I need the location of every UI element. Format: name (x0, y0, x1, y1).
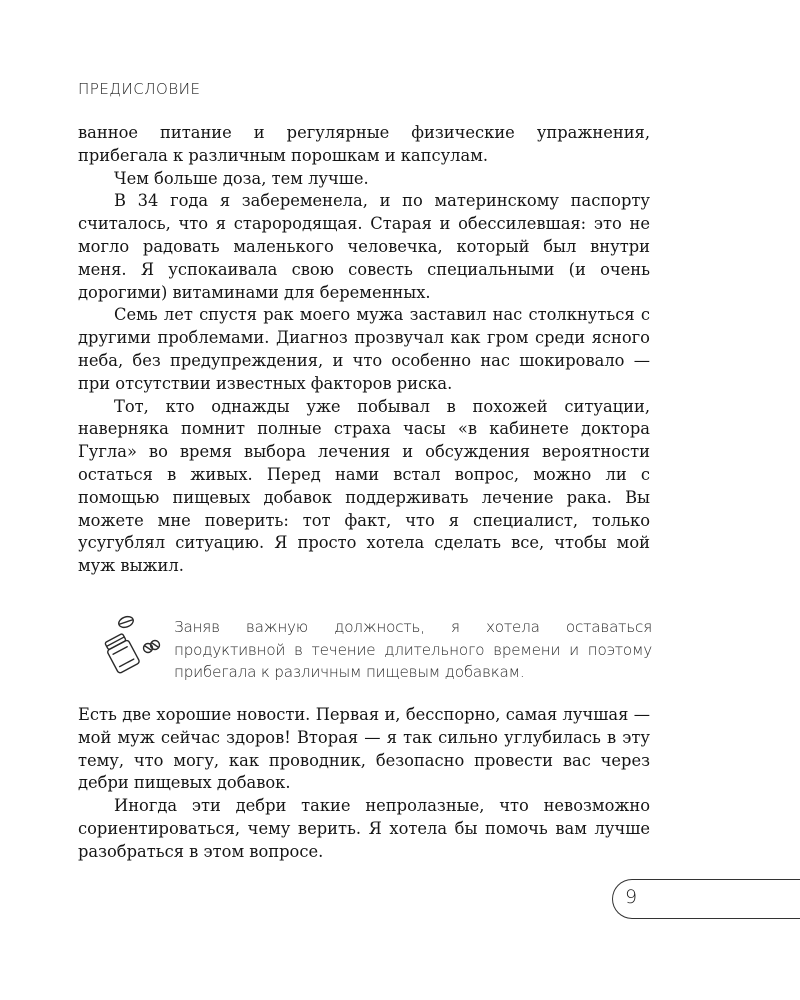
page-number: 9 (625, 886, 638, 908)
body-text-bottom (78, 704, 650, 864)
pills-bottle-icon (100, 614, 162, 674)
paragraph: Чем больше доза, тем лучше. (114, 168, 369, 188)
paragraph: Есть две хорошие новости. Первая и, бесспорно, самая лучшая — мой муж сейчас здоров! Вторая — я так сильно углубилась в эту тему, что могу, как проводник, безопасно провести вас через дебри пищевых добавок. (78, 705, 650, 793)
page-number-tab (612, 879, 800, 919)
running-title: ПРЕДИСЛОВИЕ (78, 80, 201, 98)
sidebar-note (100, 614, 660, 694)
paragraph: В 34 года я забеременела, и по материнскому паспорту считалось, что я старородящая. Старая и обессилевшая: это не могло радовать маленького человечка, который был внутри меня. Я успокаивала свою совесть специальными (и очень дорогими) витаминами для беременных. (78, 191, 650, 302)
body-text-top (78, 122, 650, 578)
paragraph: Иногда эти дебри такие непролазные, что невозможно сориентироваться, чему верить. Я хотела бы помочь вам лучше разобраться в этом вопросе. (78, 796, 650, 861)
sidebar-note-text: Заняв важную должность, я хотела оставаться продуктивной в течение длительного времени и поэтому прибегала к различным пищевым добавкам. (174, 618, 652, 681)
paragraph: Тот, кто однажды уже побывал в похожей ситуации, наверняка помнит полные страха часы «в кабинете доктора Гугла» во время выбора лечения и обсуждения вероятности остаться в живых. Перед нами встал вопрос, можно ли с помощью пищевых добавок поддерживать лечение рака. Вы можете мне поверить: тот факт, что я специалист, только усугублял ситуацию. Я просто хотела сделать все, чтобы мой муж выжил. (78, 396, 650, 576)
paragraph: Семь лет спустя рак моего мужа заставил нас столкнуться с другими проблемами. Диагноз прозвучал как гром среди ясного неба, без предупреждения, и что особенно нас шокировало — при отсутствии известных факторов риска. (78, 305, 650, 393)
paragraph: ванное питание и регулярные физические упражнения, прибегала к различным порошкам и капсулам. (78, 123, 650, 165)
